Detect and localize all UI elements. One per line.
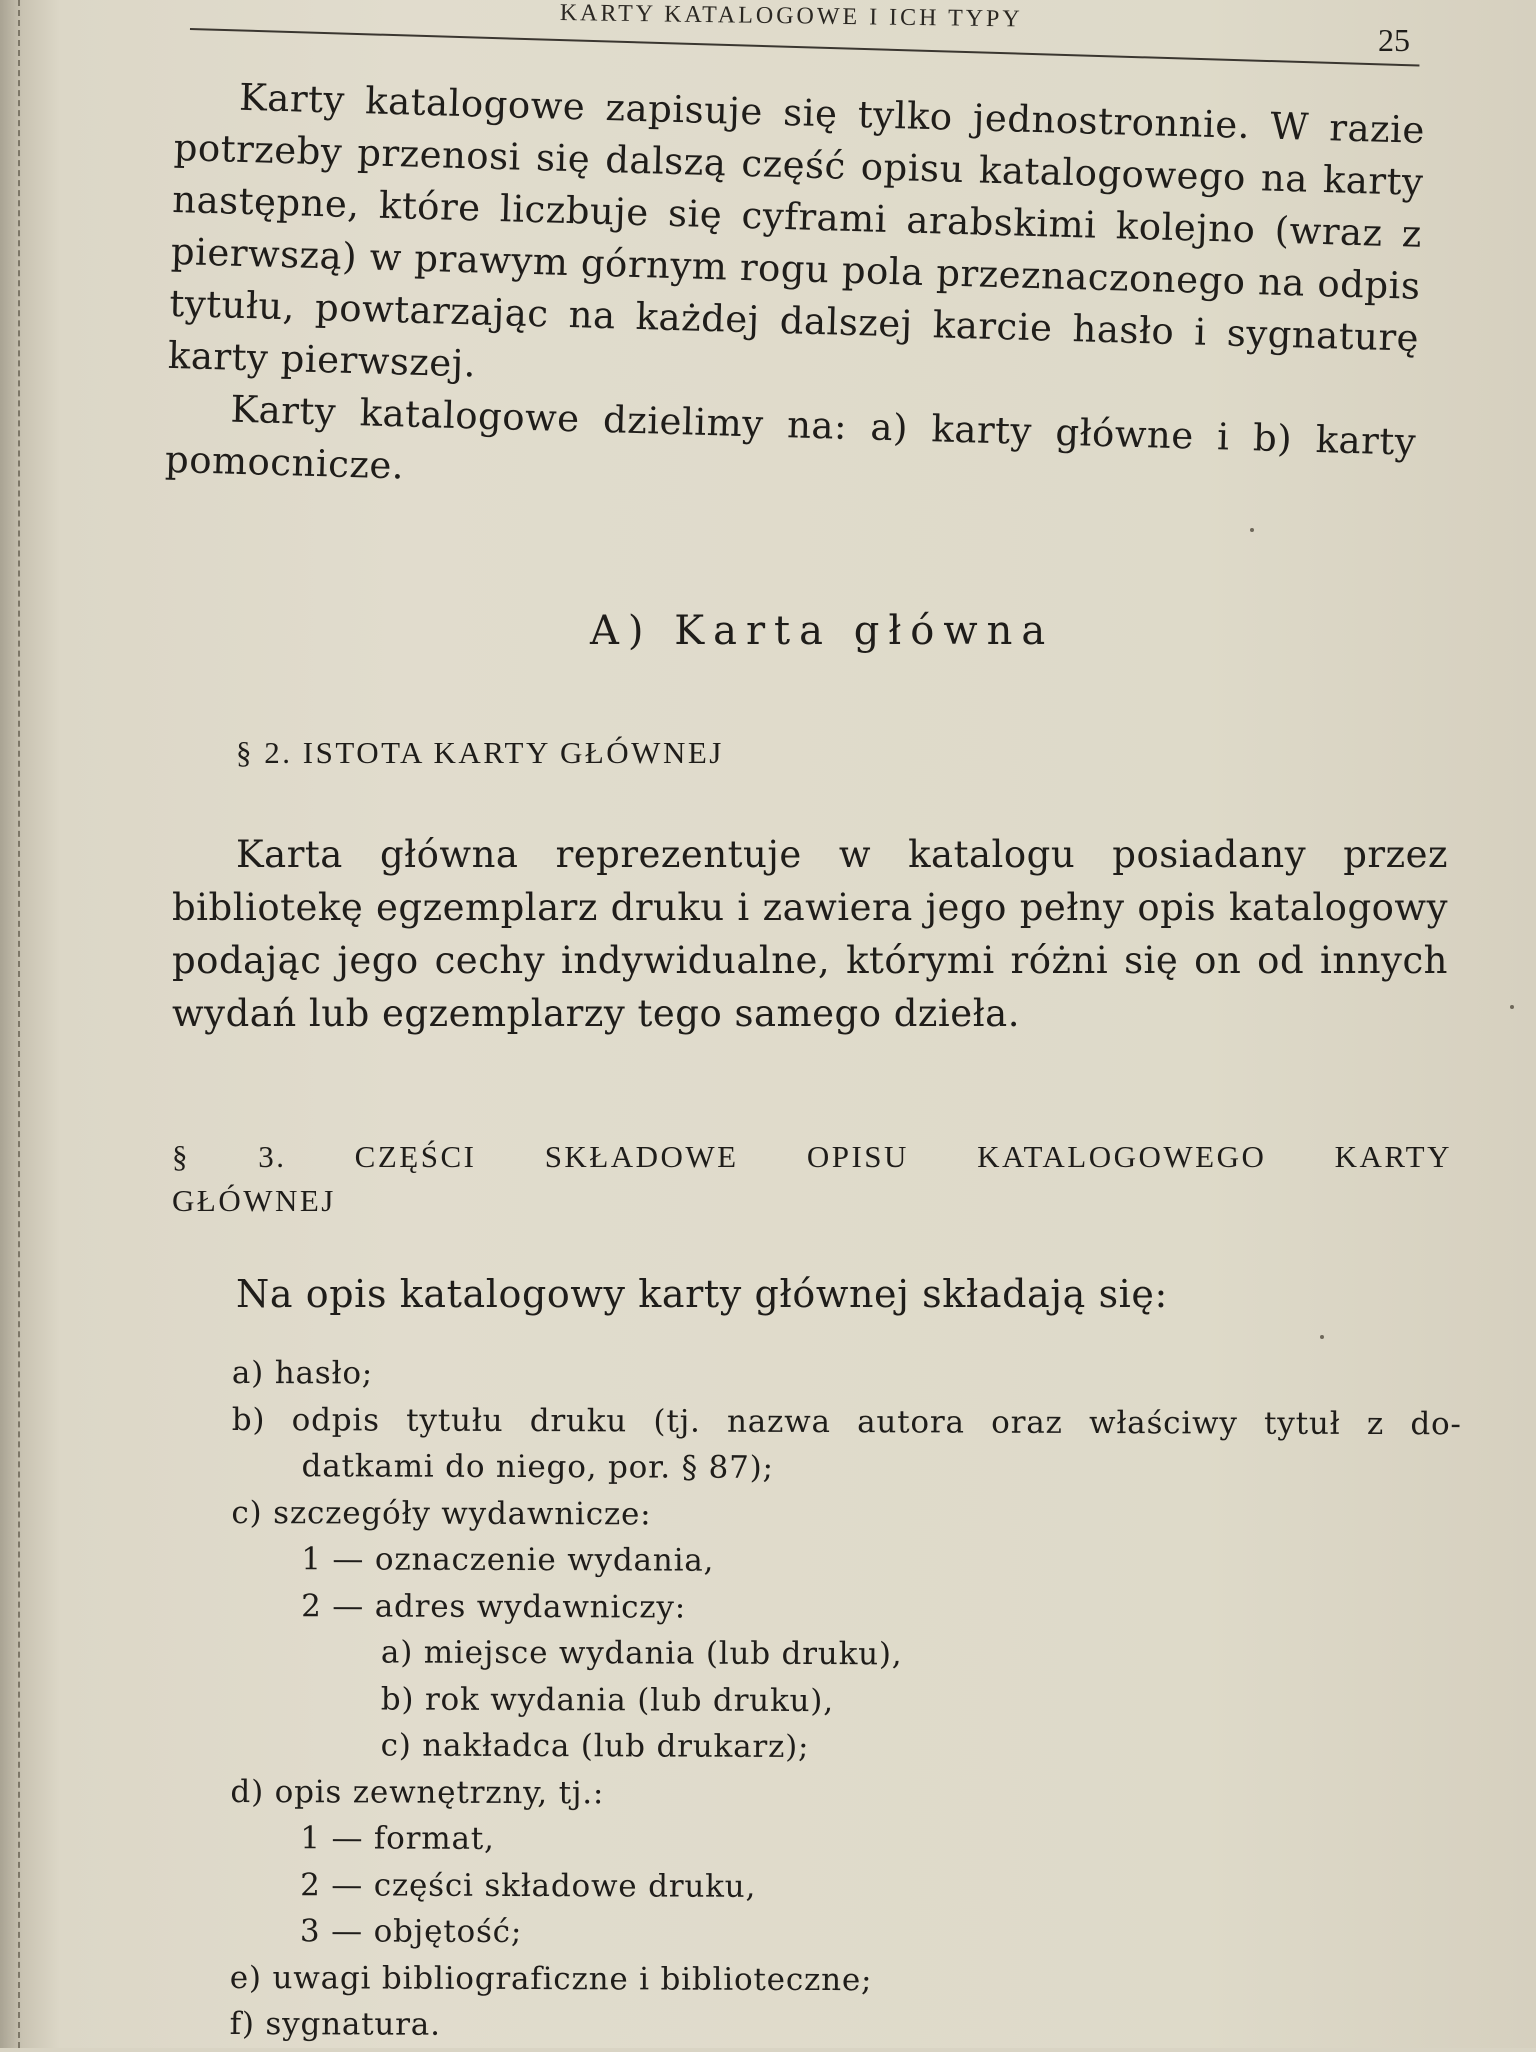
list-item: a) hasło; [231,1355,374,1392]
paper-speck [1510,1005,1514,1009]
paper-speck [1250,528,1254,532]
list-item: 1 — format, [300,1820,495,1857]
list-item: c) nakładca (lub drukarz); [380,1727,810,1766]
intro-paragraph-2: Karty katalogowe dzielimy na: a) karty główne i b) karty pomocnicze. [164,387,1417,488]
intro-paragraph-1: Karty katalogowe zapisuje się tylko jednostronnie. W razie potrzeby przenosi się dalszą część opisu katalogowego na karty następne, które liczbuje się cyframi arabskimi kolejno (wraz z pierwszą) w prawym górnym rogu pola przeznaczonego na odpis tytułu, powtarzając na każdej dalszej karcie hasło i sygnaturę karty pierwszej. [167,75,1426,386]
running-head: KARTY KATALOGOWE I ICH TYPY [559,0,1023,33]
list-item: datkami do niego, por. § 87); [301,1448,774,1486]
list-item: 3 — objętość; [299,1913,523,1951]
list-item: d) opis zewnętrzny, tj.: [230,1773,605,1811]
header-rule [190,28,1420,66]
section-title: A) Karta główna [590,608,1055,654]
book-spine-stitching [18,0,30,2048]
list-intro: Na opis katalogowy karty głównej składają się: [236,1272,1168,1316]
section-2-paragraph: Karta główna reprezentuje w katalogu posiadany przez bibliotekę egzemplarz druku i zawiera jego pełny opis katalogowy podając jego cechy indywidualne, którymi różni się on od innych wydań lub egzemplarzy tego samego dzieła. [172,833,1448,1035]
list-item: a) miejsce wydania (lub druku), [380,1634,903,1673]
section-3-heading-line-2: GŁÓWNEJ [172,1183,336,1218]
list-item: 2 — części składowe druku, [300,1866,757,1905]
list-item: 2 — adres wydawniczy: [301,1587,687,1626]
section-2-text-block [172,828,1448,1040]
list-item: b) odpis tytułu druku (tj. nazwa autora oraz właściwy tytuł z do- [231,1401,1462,1442]
intro-text [164,70,1425,521]
components-list [230,1350,1462,2052]
section-3-heading-line-1: § 3. CZĘŚCI SKŁADOWE OPISU KATALOGOWEGO KARTY [172,1139,1452,1174]
list-item: 1 — oznaczenie wydania, [301,1541,715,1579]
section-2-heading: § 2. ISTOTA KARTY GŁÓWNEJ [236,735,724,770]
paper-speck [1320,1335,1324,1339]
list-item: c) szczegóły wydawnicze: [231,1494,652,1532]
list-item: f) sygnatura. [229,2005,441,2043]
list-item: e) uwagi bibliograficzne i biblioteczne; [229,1959,873,1998]
list-item: b) rok wydania (lub druku), [380,1681,834,1719]
section-3-heading [172,1135,1452,1223]
page-number: 25 [1378,22,1410,58]
